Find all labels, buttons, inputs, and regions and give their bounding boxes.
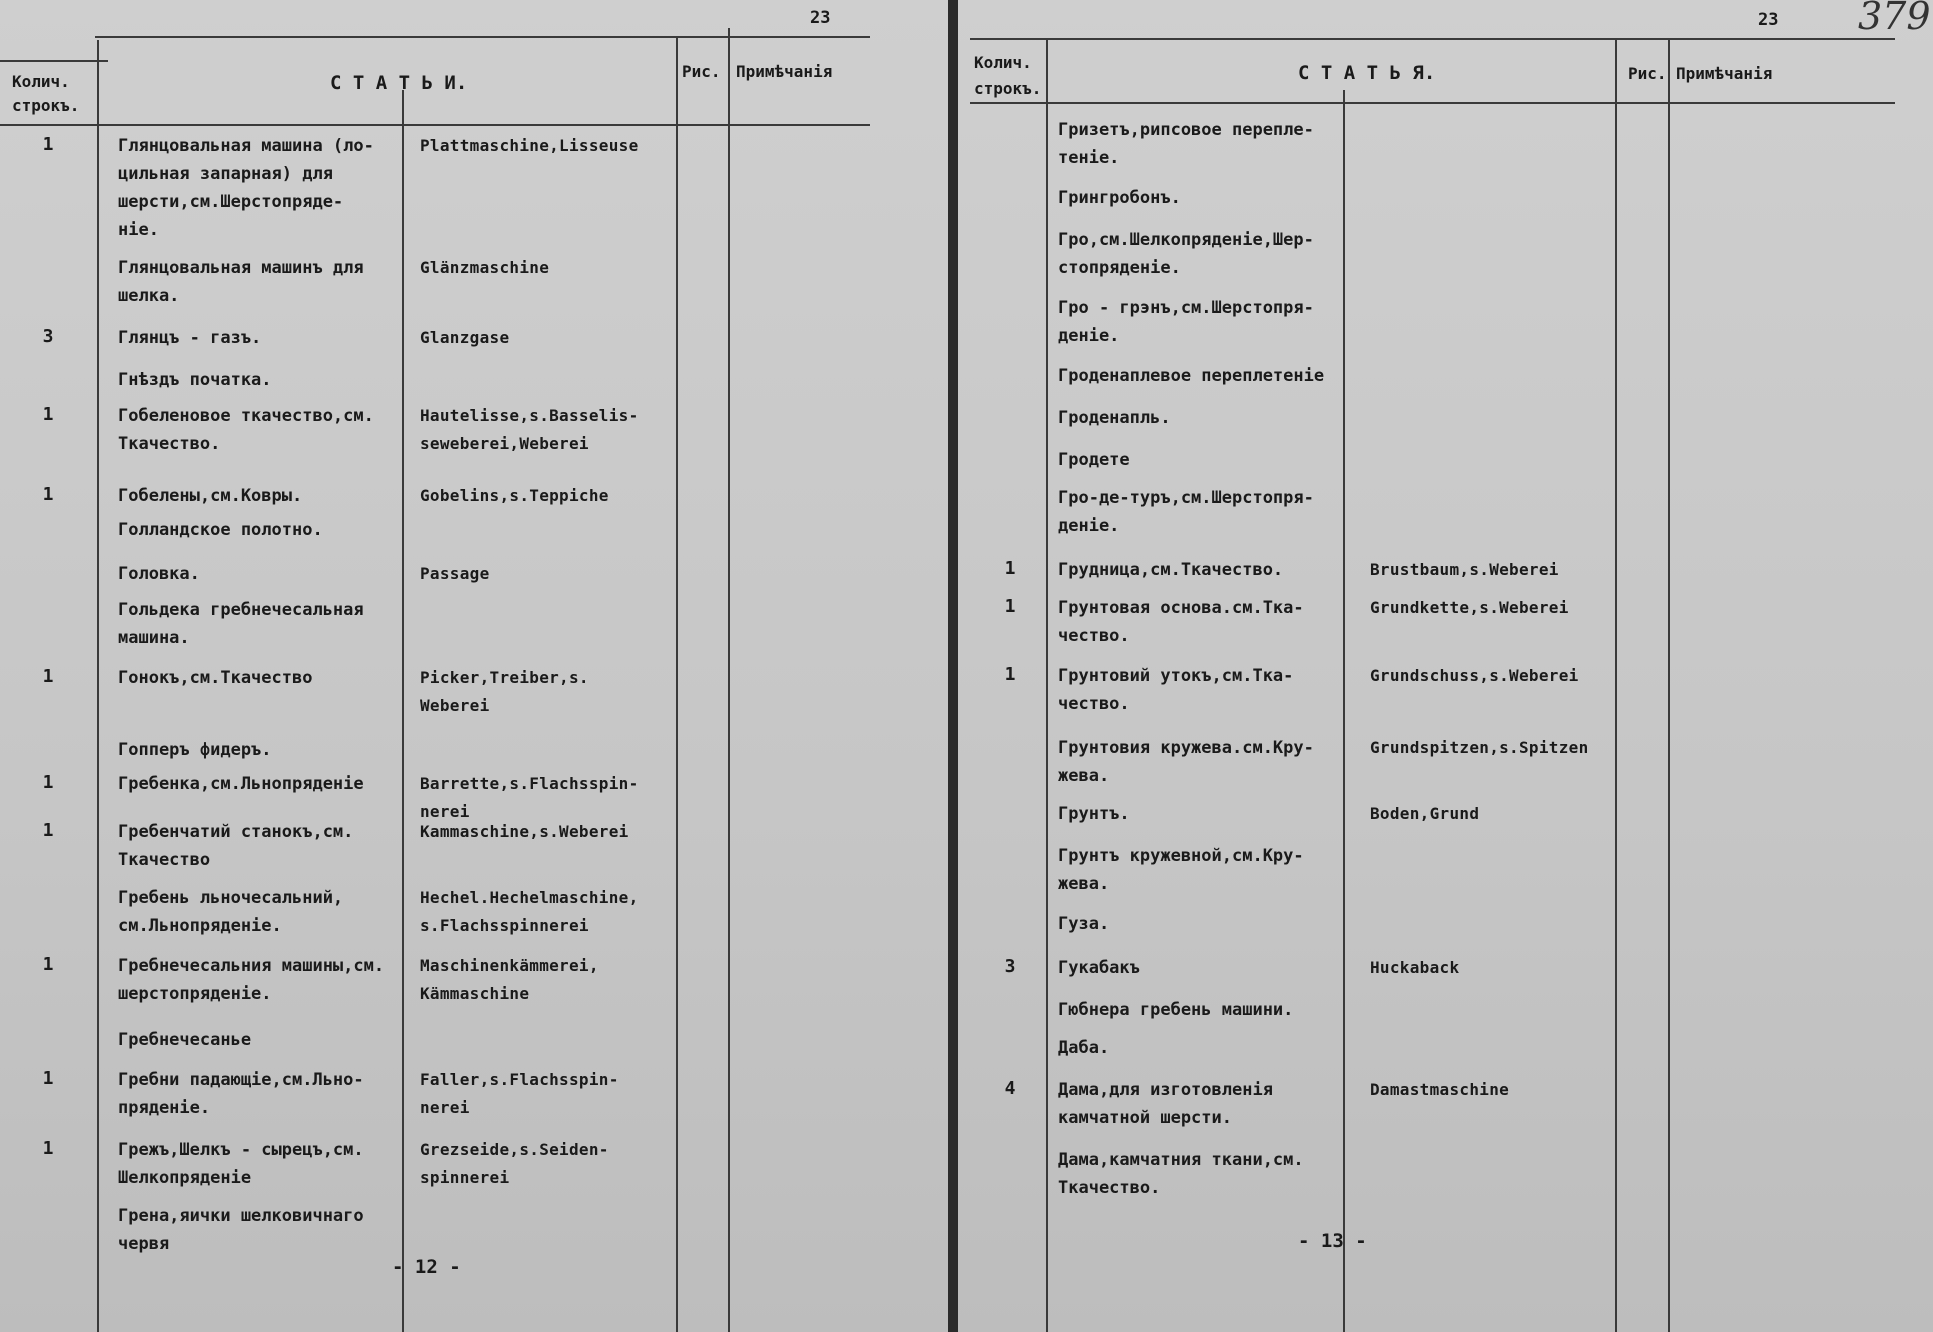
header-articles: С Т А Т Ь Я. xyxy=(1298,62,1436,84)
header-top-rule xyxy=(0,60,108,62)
entry-russian-term: Грена,яички шелковичнаго червя xyxy=(118,1206,364,1254)
entry-russian-term: Грунтъ кружевной,см.Кру- жева. xyxy=(1058,846,1304,894)
page-footer: - 12 - xyxy=(392,1256,461,1278)
column-rule xyxy=(1046,40,1048,1332)
entry-russian-term: Гроденаплевое переплетеніе xyxy=(1058,366,1325,386)
entry-german-term: Glanzgase xyxy=(420,328,510,347)
entry-russian-term: Гро-де-туръ,см.Шерстопря- деніе. xyxy=(1058,488,1314,536)
entry-russian-term: Гродете xyxy=(1058,450,1130,470)
entry-russian-term: Гризетъ,рипсовое перепле- теніе. xyxy=(1058,120,1314,168)
row-count: 1 xyxy=(42,954,54,975)
entry-russian-term: Дама,для изготовленія камчатной шерсти. xyxy=(1058,1080,1273,1128)
entry-russian-term: Гукабакъ xyxy=(1058,958,1140,978)
entry-russian-term: Грунтъ. xyxy=(1058,804,1130,824)
entry-russian-term: Гребнечесанье xyxy=(118,1030,252,1050)
column-rule xyxy=(1668,38,1670,1332)
entry-russian-term: Гюбнера гребень машини. xyxy=(1058,1000,1294,1020)
row-count: 1 xyxy=(1004,558,1016,579)
row-count: 1 xyxy=(42,772,54,793)
entry-russian-term: Грингробонъ. xyxy=(1058,188,1181,208)
entry-russian-term: Гро - грэнъ,см.Шерстопря- деніе. xyxy=(1058,298,1314,346)
entry-russian-term: Гонокъ,см.Ткачество xyxy=(118,668,313,688)
entry-german-term: Plattmaschine,Lisseuse xyxy=(420,136,639,155)
entry-russian-term: Грунтовий утокъ,см.Тка- чество. xyxy=(1058,666,1294,714)
row-count: 1 xyxy=(1004,664,1016,685)
entry-german-term: Glänzmaschine xyxy=(420,258,550,277)
entry-russian-term: Грунтовия кружева.см.Кру- жева. xyxy=(1058,738,1314,786)
column-rule xyxy=(402,90,404,1332)
header-bottom-rule xyxy=(970,102,1895,104)
entry-russian-term: Гнѣздъ початка. xyxy=(118,370,272,390)
entry-german-term: Grezseide,s.Seiden- spinnerei xyxy=(420,1140,609,1187)
header-count: Колич. строкъ. xyxy=(974,53,1042,98)
row-count: 1 xyxy=(1004,596,1016,617)
header-articles: С Т А Т Ь И. xyxy=(330,72,468,94)
right-page xyxy=(958,0,1933,1332)
row-count: 1 xyxy=(42,134,54,155)
row-count: 4 xyxy=(1004,1078,1016,1099)
column-rule xyxy=(676,36,678,1332)
entry-german-term: Huckaback xyxy=(1370,958,1460,977)
entry-russian-term: Глянцъ - газъ. xyxy=(118,328,262,348)
entry-german-term: Passage xyxy=(420,564,490,583)
entry-russian-term: Гроденапль. xyxy=(1058,408,1171,428)
entry-russian-term: Грудница,см.Ткачество. xyxy=(1058,560,1284,580)
header-top-rule xyxy=(970,38,1895,40)
row-count: 1 xyxy=(42,1068,54,1089)
entry-german-term: Grundkette,s.Weberei xyxy=(1370,598,1569,617)
entry-german-term: Kammaschine,s.Weberei xyxy=(420,822,629,841)
entry-russian-term: Гребни падающіе,см.Льно- пряденіе. xyxy=(118,1070,364,1118)
entry-german-term: Boden,Grund xyxy=(1370,804,1480,823)
entry-russian-term: Гольдека гребнечесальная машина. xyxy=(118,600,364,648)
entry-russian-term: Гребенчатий станокъ,см. Ткачество xyxy=(118,822,354,870)
row-count: 1 xyxy=(42,1138,54,1159)
left-page xyxy=(0,0,948,1332)
entry-german-term: Gobelins,s.Teppiche xyxy=(420,486,609,505)
page-number: 23 xyxy=(1758,10,1779,30)
entry-russian-term: Гребень льночесальний, см.Льнопряденіе. xyxy=(118,888,344,936)
row-count: 1 xyxy=(42,820,54,841)
entry-german-term: Grundspitzen,s.Spitzen xyxy=(1370,738,1589,757)
entry-russian-term: Гуза. xyxy=(1058,914,1110,934)
entry-german-term: Damastmaschine xyxy=(1370,1080,1510,1099)
column-rule xyxy=(728,28,730,1332)
header-notes: Примѣчанія xyxy=(736,62,833,81)
handwritten-corner-mark: 379 xyxy=(1858,0,1931,38)
entry-german-term: Faller,s.Flachsspin- nerei xyxy=(420,1070,619,1117)
entry-german-term: Hechel.Hechelmaschine, s.Flachsspinnerei xyxy=(420,888,639,935)
entry-german-term: Barrette,s.Flachsspin- nerei xyxy=(420,774,639,821)
entry-russian-term: Грунтовая основа.см.Тка- чество. xyxy=(1058,598,1304,646)
entry-russian-term: Гребенка,см.Льнопряденіе xyxy=(118,774,364,794)
entry-russian-term: Голландское полотно. xyxy=(118,520,323,540)
row-count: 1 xyxy=(42,484,54,505)
entry-russian-term: Головка. xyxy=(118,564,200,584)
header-top-rule xyxy=(95,36,870,38)
header-fig: Рис. xyxy=(682,62,721,81)
page-footer: - 13 - xyxy=(1298,1230,1367,1252)
entry-german-term: Hautelisse,s.Basselis- seweberei,Weberei xyxy=(420,406,639,453)
page-number: 23 xyxy=(810,8,831,28)
entry-german-term: Maschinenkämmerei, Kämmaschine xyxy=(420,956,599,1003)
row-count: 1 xyxy=(42,666,54,687)
entry-russian-term: Глянцовальная машинъ для шелка. xyxy=(118,258,364,306)
entry-german-term: Picker,Treiber,s. Weberei xyxy=(420,668,589,715)
entry-russian-term: Гребнечесальния машины,см. шерстопряденіе. xyxy=(118,956,385,1004)
entry-german-term: Brustbaum,s.Weberei xyxy=(1370,560,1559,579)
entry-russian-term: Гобелены,см.Ковры. xyxy=(118,486,303,506)
header-bottom-rule xyxy=(0,124,870,126)
entry-russian-term: Гро,см.Шелкопряденіе,Шер- стопряденіе. xyxy=(1058,230,1314,278)
header-count: Колич. строкъ. xyxy=(12,72,80,115)
row-count: 3 xyxy=(1004,956,1016,977)
column-rule xyxy=(1343,90,1345,1332)
column-rule xyxy=(97,40,99,1332)
header-notes: Примѣчанія xyxy=(1676,64,1773,83)
column-rule xyxy=(1615,38,1617,1332)
entry-russian-term: Гобеленовое ткачество,см. Ткачество. xyxy=(118,406,374,454)
entry-russian-term: Даба. xyxy=(1058,1038,1110,1058)
entry-russian-term: Грежъ,Шелкъ - сырецъ,см. Шелкопряденіе xyxy=(118,1140,364,1188)
entry-russian-term: Глянцовальная машина (ло- цильная запарная) для шерсти,см.Шерстопряде- ніе. xyxy=(118,136,374,240)
header-fig: Рис. xyxy=(1628,64,1667,83)
entry-russian-term: Гопперъ фидеръ. xyxy=(118,740,272,760)
entry-german-term: Grundschuss,s.Weberei xyxy=(1370,666,1579,685)
entry-russian-term: Дама,камчатния ткани,см. Ткачество. xyxy=(1058,1150,1304,1198)
row-count: 3 xyxy=(42,326,54,347)
row-count: 1 xyxy=(42,404,54,425)
